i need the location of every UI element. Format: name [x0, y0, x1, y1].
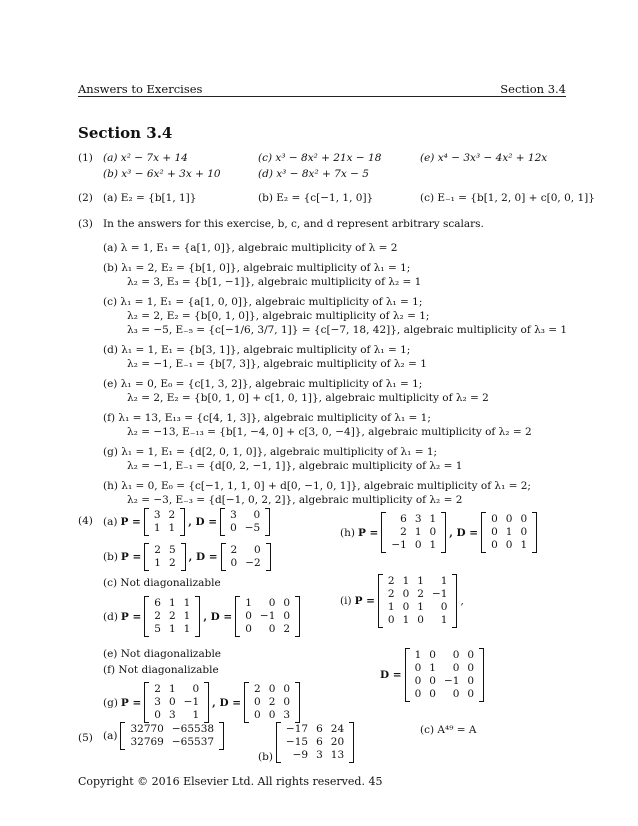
matrix-row [150, 544, 179, 557]
matrix-entry: 2 [154, 683, 161, 695]
matrix-entry: 3 [283, 709, 291, 721]
matrix-entry: 0 [491, 513, 498, 525]
q4-g [103, 682, 300, 723]
q3-line: λ₂ = −3, E₋₃ = {d[−1, 0, 2, 2]}, algebraic multiplicity of λ₂ = 2 [127, 494, 463, 506]
matrix-entry: 0 [520, 513, 528, 525]
matrix-entry: 0 [429, 526, 437, 538]
matrix-entry: 2 [417, 588, 424, 600]
matrix-row [150, 683, 203, 696]
matrix-entry: 0 [245, 610, 252, 622]
matrix-entry: 0 [414, 688, 422, 700]
matrix-entry: −17 [285, 723, 309, 735]
q1-a: (a) x² − 7x + 14 [103, 152, 188, 164]
comma: , [460, 595, 464, 607]
matrix-entry: −1 [391, 539, 407, 551]
p-equals: P = [120, 610, 142, 623]
q3-line: (g) λ₁ = 1, E₁ = {d[2, 0, 1, 0]}, algebraic multiplicity of λ₁ = 1; [103, 446, 438, 458]
matrix [220, 508, 270, 536]
q4-i [340, 574, 464, 628]
matrix-row [487, 539, 531, 552]
q3-line: (d) λ₁ = 1, E₁ = {b[3, 1]}, algebraic multiplicity of λ₁ = 1; [103, 344, 411, 356]
q3-line: λ₃ = −5, E₋₅ = {c[−1/6, 3/7, 1]} = {c[−7, 18, 42]}, algebraic multiplicity of λ₃ = 1 [127, 324, 568, 336]
matrix-entry: 0 [230, 522, 237, 534]
matrix-entry: 0 [402, 588, 410, 600]
q3-number: (3) [78, 218, 93, 230]
q2-c: (c) E₋₁ = {b[1, 2, 0] + c[0, 0, 1]} [420, 192, 595, 204]
matrix-entry: 0 [491, 539, 498, 551]
matrix-entry: 1 [183, 597, 191, 609]
matrix-entry: 0 [168, 696, 176, 708]
matrix-entry: 0 [429, 688, 436, 700]
matrix-row [150, 509, 179, 522]
q2-a: (a) E₂ = {b[1, 1]} [103, 192, 197, 204]
matrix-entry: 1 [414, 526, 422, 538]
q3-line: (b) λ₁ = 2, E₂ = {b[1, 0]}, algebraic multiplicity of λ₁ = 1; [103, 262, 411, 274]
matrix-entry: 2 [400, 526, 407, 538]
matrix-row [126, 723, 218, 736]
d-equals: , D = [203, 610, 233, 623]
matrix-entry: 1 [402, 614, 410, 626]
matrix-entry: 1 [168, 522, 176, 534]
matrix-row [150, 557, 179, 570]
matrix [244, 682, 300, 723]
matrix-entry: 0 [253, 509, 261, 521]
matrix-row [250, 683, 294, 696]
matrix [144, 682, 209, 723]
matrix-entry: 0 [505, 539, 513, 551]
matrix-entry: 1 [153, 522, 161, 534]
matrix-row [241, 597, 294, 610]
matrix-entry: 0 [452, 662, 460, 674]
p-equals: P = [120, 551, 142, 563]
matrix-entry: −1 [259, 610, 276, 622]
q3-line: λ₂ = 3, E₃ = {b[1, −1]}, algebraic multiplicity of λ₂ = 1 [127, 276, 422, 288]
q3-line: λ₂ = −1, E₋₁ = {d[0, 2, −1, 1]}, algebraic multiplicity of λ₂ = 1 [127, 460, 463, 472]
matrix-row [226, 509, 264, 522]
matrix-entry: 1 [183, 623, 191, 635]
q4-d [103, 596, 300, 637]
matrix-row [387, 539, 440, 552]
d-equals: , D = [449, 526, 479, 539]
matrix [378, 574, 458, 628]
p-equals: P = [120, 516, 141, 528]
matrix-entry: 0 [491, 526, 498, 538]
matrix-entry: 1 [429, 539, 437, 551]
matrix [481, 512, 537, 553]
matrix-entry: 0 [268, 709, 276, 721]
matrix-entry: 1 [154, 557, 161, 569]
matrix [276, 722, 354, 763]
q3-line: (c) λ₁ = 1, E₁ = {a[1, 0, 0]}, algebraic multiplicity of λ₁ = 1; [103, 296, 423, 308]
matrix-entry: 1 [192, 709, 200, 721]
matrix-entry: 1 [429, 513, 437, 525]
q3-line: (h) λ₁ = 0, E₀ = {c[−1, 1, 1, 0] + d[0, −1, 0, 1]}, algebraic multiplicity of λ₁ = 2; [103, 480, 531, 492]
matrix-entry: 3 [154, 696, 161, 708]
matrix-entry: −1 [443, 675, 460, 687]
matrix-entry: 0 [429, 649, 436, 661]
q4-a-label: (a) [103, 516, 118, 528]
matrix-row [387, 513, 440, 526]
matrix-row [250, 696, 294, 709]
matrix-entry: 5 [154, 623, 161, 635]
matrix-entry: 0 [467, 662, 475, 674]
q4-d-label: (d) [103, 610, 118, 623]
matrix-row [411, 688, 479, 701]
matrix-entry: 2 [268, 696, 276, 708]
matrix [144, 543, 185, 571]
matrix-entry: 1 [440, 614, 448, 626]
matrix-row [487, 526, 531, 539]
matrix-entry: 6 [316, 723, 323, 735]
matrix-entry: 0 [387, 614, 395, 626]
matrix-entry: 20 [330, 736, 345, 748]
matrix-row [150, 696, 203, 709]
matrix-entry: 3 [230, 509, 237, 521]
matrix-entry: 3 [316, 749, 323, 761]
q5-c: (c) A⁴⁹ = A [420, 724, 477, 736]
matrix-entry: 32769 [130, 736, 164, 748]
matrix-entry: 0 [452, 688, 460, 700]
matrix-entry: −15 [285, 736, 309, 748]
matrix-row [411, 675, 479, 688]
matrix-entry: 0 [230, 557, 238, 569]
q4-i-d [380, 648, 484, 702]
header-rule [78, 96, 566, 97]
matrix-entry: −1 [431, 588, 448, 600]
matrix-entry: 0 [254, 696, 261, 708]
matrix-entry: 0 [254, 544, 261, 556]
matrix-entry: 2 [254, 683, 261, 695]
q1-e: (e) x⁴ − 3x³ − 4x² + 12x [420, 152, 548, 164]
q4-h [340, 512, 537, 553]
matrix-entry: 2 [154, 544, 161, 556]
matrix-entry: 0 [283, 597, 291, 609]
matrix [120, 722, 224, 750]
running-header-right: Section 3.4 [500, 82, 566, 96]
matrix-entry: 1 [245, 597, 252, 609]
matrix-entry: 24 [330, 723, 345, 735]
matrix-entry: 0 [268, 683, 276, 695]
matrix-entry: 0 [414, 662, 422, 674]
d-equals: D = [380, 669, 402, 681]
footer-copyright: Copyright © 2016 Elsevier Ltd. All rights reserved. 45 [78, 775, 383, 788]
matrix-entry: 0 [467, 688, 475, 700]
matrix-row [282, 736, 348, 749]
matrix-entry: 1 [387, 601, 395, 613]
matrix-entry: 1 [520, 539, 528, 551]
matrix-entry: 13 [330, 749, 345, 761]
q3-line: λ₂ = −13, E₋₁₃ = {b[1, −4, 0] + c[3, 0, −4]}, algebraic multiplicity of λ₂ = 2 [127, 426, 532, 438]
matrix-entry: 32770 [130, 723, 164, 735]
q4-g-label: (g) [103, 696, 118, 709]
matrix-entry: 3 [153, 509, 161, 521]
q5-b-label: (b) [258, 750, 273, 763]
matrix-entry: 0 [414, 675, 422, 687]
matrix-row [150, 522, 179, 535]
q3-line: λ₂ = 2, E₂ = {b[0, 1, 0]}, algebraic multiplicity of λ₂ = 1; [127, 310, 430, 322]
matrix-row [282, 723, 348, 736]
q3-line: (a) λ = 1, E₁ = {a[1, 0]}, algebraic multiplicity of λ = 2 [103, 242, 398, 254]
matrix-row [411, 649, 479, 662]
matrix-entry: 0 [429, 675, 436, 687]
q3-line: (f) λ₁ = 13, E₁₃ = {c[4, 1, 3]}, algebraic multiplicity of λ₁ = 1; [103, 412, 431, 424]
matrix-row [150, 623, 194, 636]
q4-i-label: (i) [340, 595, 352, 607]
matrix-row [227, 544, 265, 557]
matrix [235, 596, 300, 637]
d-equals: , D = [212, 696, 242, 709]
matrix-entry: 0 [283, 683, 291, 695]
q4-b-label: (b) [103, 551, 118, 563]
matrix-entry: −2 [245, 557, 261, 569]
running-header-left: Answers to Exercises [78, 82, 203, 96]
q2-number: (2) [78, 192, 93, 204]
matrix-row [487, 513, 531, 526]
matrix-entry: 0 [467, 675, 475, 687]
matrix-entry: 2 [168, 610, 176, 622]
q3-line: λ₂ = 2, E₂ = {b[0, 1, 0] + c[1, 0, 1]}, algebraic multiplicity of λ₂ = 2 [127, 392, 489, 404]
q5-a [103, 722, 224, 750]
matrix-row [150, 610, 194, 623]
p-equals: P = [354, 595, 375, 607]
matrix [405, 648, 485, 702]
q4-a [103, 508, 270, 536]
matrix-entry: 2 [283, 623, 291, 635]
matrix-entry: 2 [230, 544, 238, 556]
matrix-entry: 0 [268, 597, 276, 609]
matrix-entry: 1 [168, 623, 176, 635]
matrix-entry: 5 [168, 544, 176, 556]
matrix-entry: 1 [417, 601, 424, 613]
matrix-entry: 6 [154, 597, 161, 609]
q4-number: (4) [78, 515, 93, 527]
matrix-entry: 0 [417, 614, 424, 626]
q5-number: (5) [78, 732, 93, 744]
matrix-entry: 0 [268, 623, 276, 635]
q2-b: (b) E₂ = {c[−1, 1, 0]} [258, 192, 374, 204]
matrix-entry: −5 [244, 522, 261, 534]
matrix-entry: 0 [467, 649, 475, 661]
q4-b [103, 543, 271, 571]
q3-line: (e) λ₁ = 0, E₀ = {c[1, 3, 2]}, algebraic multiplicity of λ₁ = 1; [103, 378, 423, 390]
matrix-row [384, 601, 452, 614]
matrix-entry: 0 [254, 709, 261, 721]
matrix-entry: 0 [192, 683, 200, 695]
matrix-entry: 1 [440, 575, 448, 587]
matrix-entry: 1 [168, 597, 176, 609]
matrix-row [150, 709, 203, 722]
matrix [144, 596, 200, 637]
matrix-entry: 0 [520, 526, 528, 538]
matrix-entry: 1 [402, 575, 410, 587]
q4-f: (f) Not diagonalizable [103, 664, 219, 676]
matrix-entry: 2 [387, 588, 395, 600]
matrix-entry: 6 [400, 513, 407, 525]
d-equals: , D = [188, 516, 218, 528]
q3-line: λ₂ = −1, E₋₁ = {b[7, 3]}, algebraic multiplicity of λ₂ = 1 [127, 358, 427, 370]
matrix [221, 543, 271, 571]
matrix-row [411, 662, 479, 675]
matrix-entry: 6 [316, 736, 323, 748]
matrix-entry: 1 [168, 683, 176, 695]
matrix-entry: 1 [183, 610, 191, 622]
q4-c: (c) Not diagonalizable [103, 577, 221, 589]
matrix-entry: −65537 [171, 736, 215, 748]
matrix-entry: 0 [505, 513, 513, 525]
matrix-entry: −9 [292, 749, 309, 761]
matrix-entry: 3 [414, 513, 422, 525]
matrix-row [241, 623, 294, 636]
matrix-entry: 0 [452, 649, 460, 661]
matrix-row [384, 575, 452, 588]
matrix-entry: 0 [402, 601, 410, 613]
matrix-entry: 0 [440, 601, 448, 613]
matrix-row [282, 749, 348, 762]
matrix-entry: 0 [283, 610, 291, 622]
matrix [144, 508, 185, 536]
matrix-entry: 2 [387, 575, 395, 587]
matrix-row [226, 522, 264, 535]
q5-b [258, 722, 354, 763]
p-equals: P = [120, 696, 142, 709]
matrix-entry: 2 [154, 610, 161, 622]
matrix-entry: 0 [283, 696, 291, 708]
matrix-entry: 0 [245, 623, 252, 635]
matrix-entry: 0 [414, 539, 422, 551]
matrix-entry: 2 [168, 557, 176, 569]
q5-a-label: (a) [103, 730, 118, 742]
matrix-row [227, 557, 265, 570]
matrix-entry: 3 [168, 709, 176, 721]
matrix-row [126, 736, 218, 749]
p-equals: P = [357, 526, 379, 539]
matrix-row [150, 597, 194, 610]
matrix-entry: −65538 [171, 723, 215, 735]
matrix-row [250, 709, 294, 722]
matrix-row [384, 614, 452, 627]
matrix-row [241, 610, 294, 623]
matrix-entry: 1 [429, 662, 436, 674]
q1-c: (c) x³ − 8x² + 21x − 18 [258, 152, 382, 164]
d-equals: , D = [188, 551, 218, 563]
matrix-entry: 0 [154, 709, 161, 721]
q1-d: (d) x³ − 8x² + 7x − 5 [258, 168, 369, 180]
matrix-entry: 1 [417, 575, 424, 587]
matrix-row [387, 526, 440, 539]
q4-h-label: (h) [340, 526, 355, 539]
matrix-entry: −1 [183, 696, 200, 708]
section-title: Section 3.4 [78, 124, 173, 142]
q1-b: (b) x³ − 6x² + 3x + 10 [103, 168, 221, 180]
matrix-entry: 2 [168, 509, 176, 521]
q1-number: (1) [78, 152, 93, 164]
matrix [381, 512, 446, 553]
q4-e: (e) Not diagonalizable [103, 648, 222, 660]
matrix-entry: 1 [414, 649, 422, 661]
matrix-row [384, 588, 452, 601]
matrix-entry: 1 [505, 526, 513, 538]
q3-intro: In the answers for this exercise, b, c, and d represent arbitrary scalars. [103, 218, 484, 230]
